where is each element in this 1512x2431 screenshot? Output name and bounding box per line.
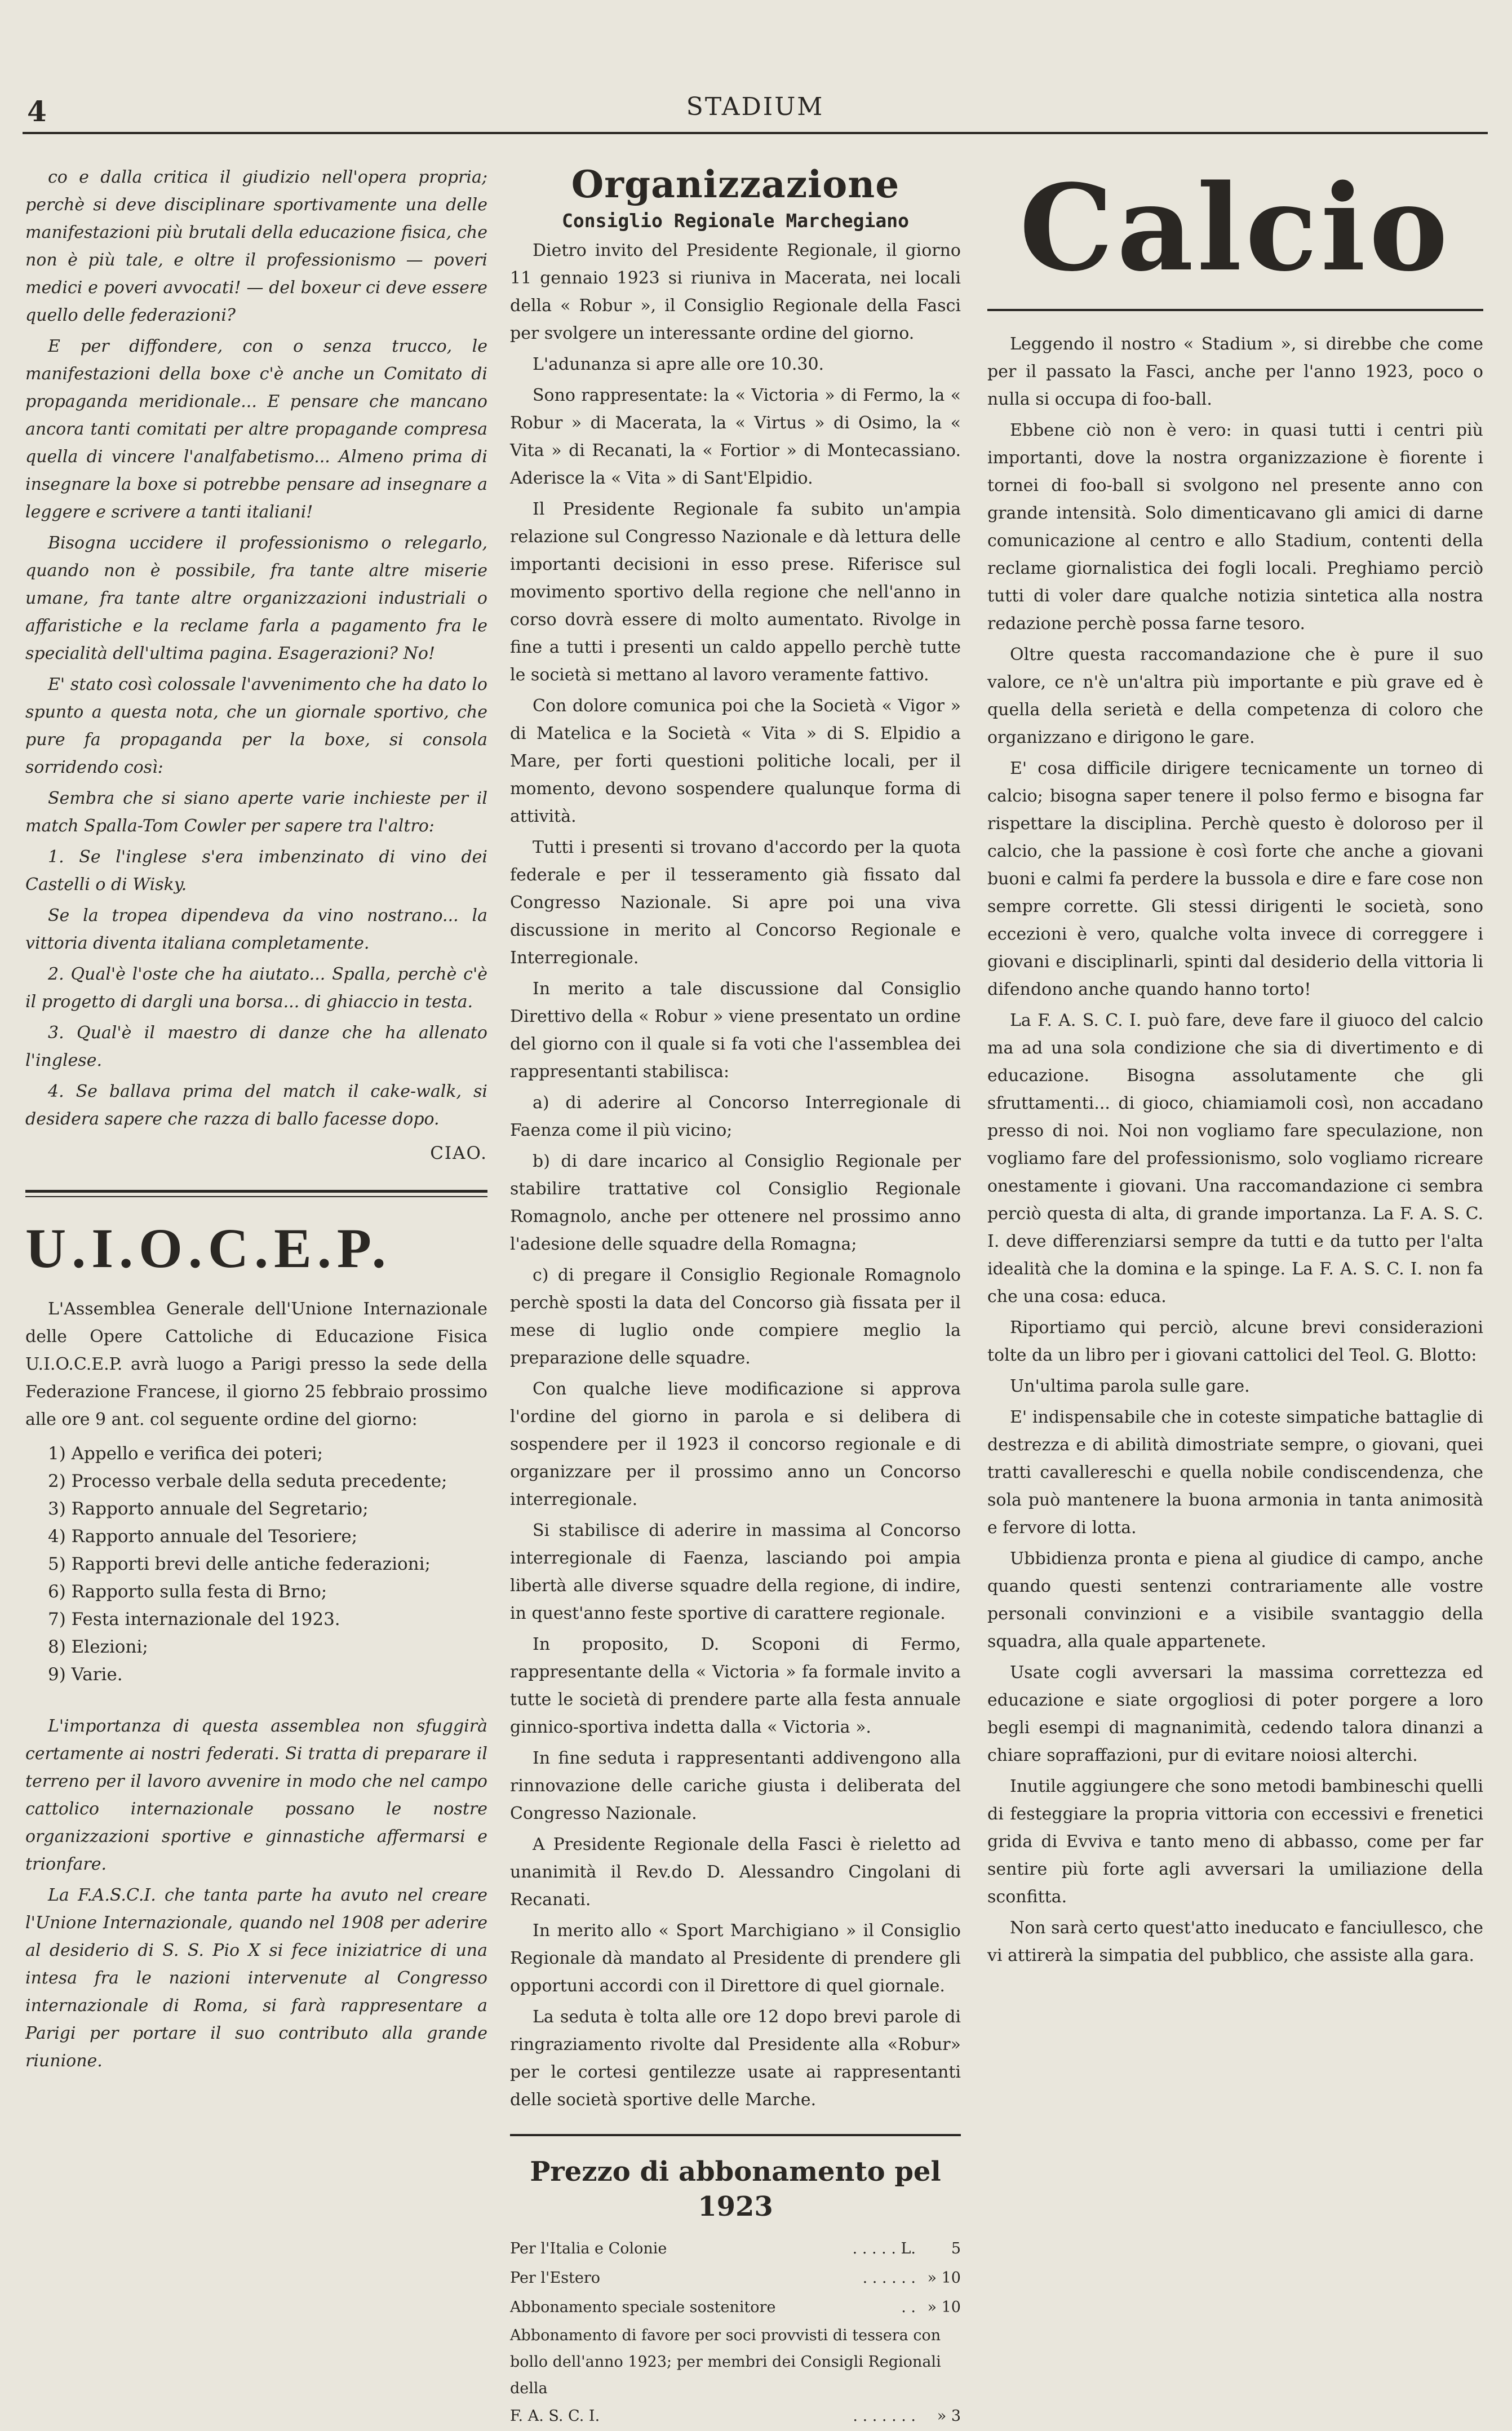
article-paragraph: Usate cogli avversari la massima correttezza ed educazione e siate orgogliosi di poter porgere a loro begli esempi di magnanimità, cedendo talora dinanzi a chiare sopraffazioni, pur di evitare noiosi alterchi. [987,1663,1483,1765]
article-signature: CIAO. [430,1143,487,1163]
article-paragraph: In proposito, D. Scoponi di Fermo, rappresentante della « Victoria » fa formale invito a tutte le società di prendere parte alla festa annuale ginnico-sportiva indetta dalla « Victoria ». [510,1635,961,1737]
page-number: 4 [27,95,47,128]
agenda-item: 4) Rapporto annuale del Tesoriere; [48,1526,358,1547]
article-paragraph: E per diffondere, con o senza trucco, le manifestazioni della boxe c'è anche un Comitato di propaganda meridionale... E pensare che mancano ancora tanti comitati per altre propagande compresa quella di vincere l'analfabetismo... Almeno prima di insegnare la boxe si potrebbe pensare ad insegnare a leggere e scrivere a tanti italiani! [25,336,487,522]
article-paragraph: Sono rappresentate: la « Victoria » di Fermo, la « Robur » di Macerata, la « Virtus » di Osimo, la « Vita » di Recanati, la « Fortior » di Montecassiano. Aderisce la « Vita » di Sant'Elpidio. [510,386,961,488]
article-paragraph: Con dolore comunica poi che la Società « Vigor » di Matelica e la Società « Vita » di S. Elpidio a Mare, per forti questioni politiche locali, per il momento, devono sospendere qualunque forma di attività. [510,696,961,826]
price-dots: . . . . . . . [853,2407,916,2425]
price-value: » 10 [927,2269,961,2287]
article-paragraph: La F. A. S. C. I. può fare, deve fare il giuoco del calcio ma ad una sola condizione che sia di divertimento e di educazione. Bisogna assolutamente che gli sfruttamenti... di gioco, chiamiamoli così, non accadano presso di noi. Noi non vogliamo fare speculazione, non vogliamo fare del professionismo, solo vogliamo ricreare onestamente i giovani. Una raccomandazione ci sembra perciò questa di alta, di grande importanza. La F. A. S. C. I. deve differenziarsi sempre da tutti e da tutto per l'alta idealità che la domina e la spinge. La F. A. S. C. I. non fa che una cosa: educa. [987,1011,1483,1307]
article-paragraph: In merito a tale discussione dal Consiglio Direttivo della « Robur » viene presentato un ordine del giorno con il quale si fa voti che l'assemblea dei rappresentanti stabilisca: [510,979,961,1082]
article-paragraph: La seduta è tolta alle ore 12 dopo brevi parole di ringraziamento rivolte dal Presidente alla «Robur» per le cortesi gentilezze usate ai rappresentanti delle società sportive delle Marche. [510,2007,961,2110]
article-paragraph: Sembra che si siano aperte varie inchieste per il match Spalla-Tom Cowler per sapere tra l'altro: [25,789,487,836]
agenda-item: 5) Rapporti brevi delle antiche federazioni; [48,1554,431,1574]
calcio-heading: Calcio [1019,158,1452,298]
article-paragraph: Ubbidienza pronta e piena al giudice di campo, anche quando questi sentenzi contrariamente alle vostre personali convinzioni e a visibile svantaggio della squadra, alla quale appartenete. [987,1549,1483,1651]
article-paragraph: Oltre questa raccomandazione che è pure il suo valore, ce n'è un'altra più importante e più grave ed è quella della serietà e della competenza di coloro che organizzano e dirigono le gare. [987,645,1483,747]
price-note: Abbonamento di favore per soci provvisti di tessera con bollo dell'anno 1923; per membri dei Consigli Regionali della [510,2327,941,2397]
price-row [510,2293,961,2322]
article-paragraph: 1. Se l'inglese s'era imbenzinato di vino dei Castelli o di Wisky. [25,847,487,895]
article-paragraph: Ebbene ciò non è vero: in quasi tutti i centri più importanti, dove la nostra organizzazione è fiorente i tornei di foo-ball si svolgono nel presente anno con grande intensità. Solo dimenticavano gli amici di darne comunicazione al centro e allo Stadium, contenti della reclame giornalistica dei fogli locali. Preghiamo perciò tutti di voler dare qualche notizia sintetica alla nostra redazione perchè possa farne tesoro. [987,420,1483,634]
article-paragraph: Non sarà certo quest'atto ineducato e fanciullesco, che vi attirerà la simpatia del pubblico, che assiste alla gara. [987,1918,1483,1965]
masthead: STADIUM [686,92,824,121]
article-paragraph: E' stato così colossale l'avvenimento che ha dato lo spunto a questa nota, che un giornale sportivo, che pure fa propaganda per la boxe, si consola sorridendo così: [25,675,487,777]
agenda-item: 8) Elezioni; [48,1637,148,1657]
price-row [510,2402,961,2431]
uiocep-heading: U.I.O.C.E.P. [25,1217,392,1279]
article-paragraph: a) di aderire al Concorso Interregionale di Faenza come il più vicino; [510,1093,961,1140]
price-label: F. A. S. C. I. [510,2407,600,2425]
article-paragraph: Tutti i presenti si trovano d'accordo per la quota federale e per il tesseramento già fissato dal Congresso Nazionale. Si apre poi una viva discussione in merito al Concorso Regionale e Interregionale. [510,838,961,968]
page-header [23,85,1488,135]
article-paragraph: Un'ultima parola sulle gare. [1010,1376,1250,1396]
price-value: » 10 [927,2299,961,2316]
article-paragraph: Bisogna uccidere il professionismo o relegarlo, quando non è possibile, fra tante altre miserie umane, fra tante altre organizzazioni industriali o affaristiche e la reclame farla a pagamento fra le specialità dell'ultima pagina. Esagerazioni? No! [25,533,487,663]
price-row [510,2234,961,2264]
agenda-item: 7) Festa internazionale del 1923. [48,1609,340,1629]
article-paragraph: 2. Qual'è l'oste che ha aiutato... Spalla, perchè c'è il progetto di dargli una borsa... di ghiaccio in testa. [25,964,487,1012]
price-dots: . . [901,2299,916,2316]
article-paragraph: Si stabilisce di aderire in massima al Concorso interregionale di Faenza, lasciando poi ampia libertà alle diverse squadre della regione, di indire, in quest'anno feste sportive di carattere regionale. [510,1521,961,1623]
uiocep-closing: L'importanza di questa assemblea non sfuggirà certamente ai nostri federati. Si tratta di preparare il terreno per il lavoro avvenire in modo che nel campo cattolico internazionale possano le nostre organizzazioni sportive e ginnastiche affermarsi e trionfare. [25,1716,487,1874]
article-paragraph: b) di dare incarico al Consiglio Regionale per stabilire trattative col Consiglio Regionale Romagnolo, anche per ottenere nel prossimo anno l'adesione delle squadre della Romagna; [510,1152,961,1254]
price-label: Per l'Italia e Colonie [510,2240,667,2257]
organizzazione-heading: Organizzazione [571,162,900,206]
column-left [25,163,487,2078]
price-value: » 3 [937,2407,961,2425]
article-paragraph: Il Presidente Regionale fa subito un'ampia relazione sul Congresso Nazionale e dà lettura delle importanti decisioni in esso prese. Riferisce sul movimento sportivo della regione che nell'anno in corso dovrà essere di molto aumentato. Rivolge in fine a tutti i presenti un caldo appello perchè tutte le società si mettano al lavoro veramente fattivo. [510,499,961,685]
organizzazione-subheading: Consiglio Regionale Marchegiano [562,210,909,232]
article-paragraph: 4. Se ballava prima del match il cake-walk, si desidera sapere che razza di ballo facesse dopo. [25,1082,487,1129]
price-row [510,2264,961,2293]
agenda-item: 2) Processo verbale della seduta precedente; [48,1471,447,1491]
agenda-item: 3) Rapporto annuale del Segretario; [48,1499,369,1519]
section-divider [25,1190,487,1197]
price-box [510,2154,961,2431]
article-paragraph: L'adunanza si apre alle ore 10.30. [533,355,824,374]
article-paragraph: Riportiamo qui perciò, alcune brevi considerazioni tolte da un libro per i giovani cattolici del Teol. G. Blotto: [987,1318,1483,1365]
column-right [987,158,1483,1973]
price-label: Per l'Estero [510,2269,601,2287]
price-label: Abbonamento speciale sostenitore [510,2299,776,2316]
article-paragraph: Leggendo il nostro « Stadium », si direbbe che come per il passato la Fasci, anche per l'anno 1923, poco o nulla si occupa di foo-ball. [987,334,1483,409]
article-paragraph: c) di pregare il Consiglio Regionale Romagnolo perchè sposti la data del Concorso già fissata per il mese di luglio onde compiere meglio la preparazione delle squadre. [510,1265,961,1368]
article-paragraph: Inutile aggiungere che sono metodi bambineschi quelli di festeggiare la propria vittoria con eccessivi e frenetici grida di Evviva e tanto meno di abbasso, come per far sentire più forte agli avversari la umiliazione della sconfitta. [987,1777,1483,1907]
price-value: 5 [951,2240,961,2257]
price-dots: . . . . . L. [852,2240,916,2257]
agenda-item: 9) Varie. [48,1664,123,1685]
article-paragraph: Dietro invito del Presidente Regionale, il giorno 11 gennaio 1923 si riuniva in Macerata, nei locali della « Robur », il Consiglio Regionale della Fasci per svolgere un interessante ordine del giorno. [510,241,961,343]
agenda-list [25,1440,487,1689]
article-paragraph: Con qualche lieve modificazione si approva l'ordine del giorno in parola e si delibera di sospendere per il 1923 il concorso regionale e di organizzare per il prossimo anno un Concorso interregionale. [510,1379,961,1509]
section-divider [987,309,1483,311]
article-paragraph: E' indispensabile che in coteste simpatiche battaglie di destrezza e di abilità dimostriate sempre, o giovani, quei tratti cavallereschi e quella nobile condiscendenza, che sola può mantenere la buona armonia in tanta animosità e fervore di lotta. [987,1407,1483,1538]
agenda-item: 6) Rapporto sulla festa di Brno; [48,1582,327,1602]
price-heading: Prezzo di abbonamento pel 1923 [530,2156,941,2222]
section-divider [510,2134,961,2136]
article-paragraph: In merito allo « Sport Marchigiano » il Consiglio Regionale dà mandato al Presidente di prendere gli opportuni accordi con il Direttore di quel giornale. [510,1921,961,1996]
price-dots: . . . . . . [862,2269,916,2287]
column-middle [510,163,961,2431]
agenda-item: 1) Appello e verifica dei poteri; [48,1443,323,1464]
article-paragraph: Se la tropea dipendeva da vino nostrano... la vittoria diventa italiana completamente. [25,906,487,953]
article-paragraph: A Presidente Regionale della Fasci è rieletto ad unanimità il Rev.do D. Alessandro Cingolani di Recanati. [510,1835,961,1910]
article-paragraph: E' cosa difficile dirigere tecnicamente un torneo di calcio; bisogna saper tenere il polso fermo e bisogna far rispettare la disciplina. Perchè questo è doloroso per il calcio, che la passione è così forte che anche a giovani buoni e calmi fa perdere la bussola e dire e fare cose non sempre corrette. Gli stessi dirigenti le società, sono eccezioni è vero, qualche volta invece di correggere i giovani e disciplinarli, spinti dal desiderio della vittoria li difendono anche quando hanno torto! [987,759,1483,999]
article-paragraph: 3. Qual'è il maestro di danze che ha allenato l'inglese. [25,1023,487,1070]
uiocep-closing: La F.A.S.C.I. che tanta parte ha avuto nel creare l'Unione Internazionale, quando nel 1908 per aderire al desiderio di S. S. Pio X si fece iniziatrice di una intesa fra le nazioni intervenute al Congresso internazionale di Roma, si farà rappresentare a Parigi per portare il suo contributo alla grande riunione. [25,1885,487,2071]
article-paragraph: In fine seduta i rappresentanti addivengono alla rinnovazione delle cariche giusta i deliberata del Congresso Nazionale. [510,1748,961,1823]
article-paragraph: co e dalla critica il giudizio nell'opera propria; perchè si deve disciplinare sportivamente una delle manifestazioni più brutali della educazione fisica, che non è più tale, e oltre il professionismo — poveri medici e poveri avvocati! — del boxeur ci deve essere quello delle federazioni? [25,167,487,325]
header-rule [23,132,1488,134]
uiocep-intro: L'Assemblea Generale dell'Unione Internazionale delle Opere Cattoliche di Educazione Fisica U.I.O.C.E.P. avrà luogo a Parigi presso la sede della Federazione Francese, il giorno 25 febbraio prossimo alle ore 9 ant. col seguente ordine del giorno: [25,1299,487,1429]
